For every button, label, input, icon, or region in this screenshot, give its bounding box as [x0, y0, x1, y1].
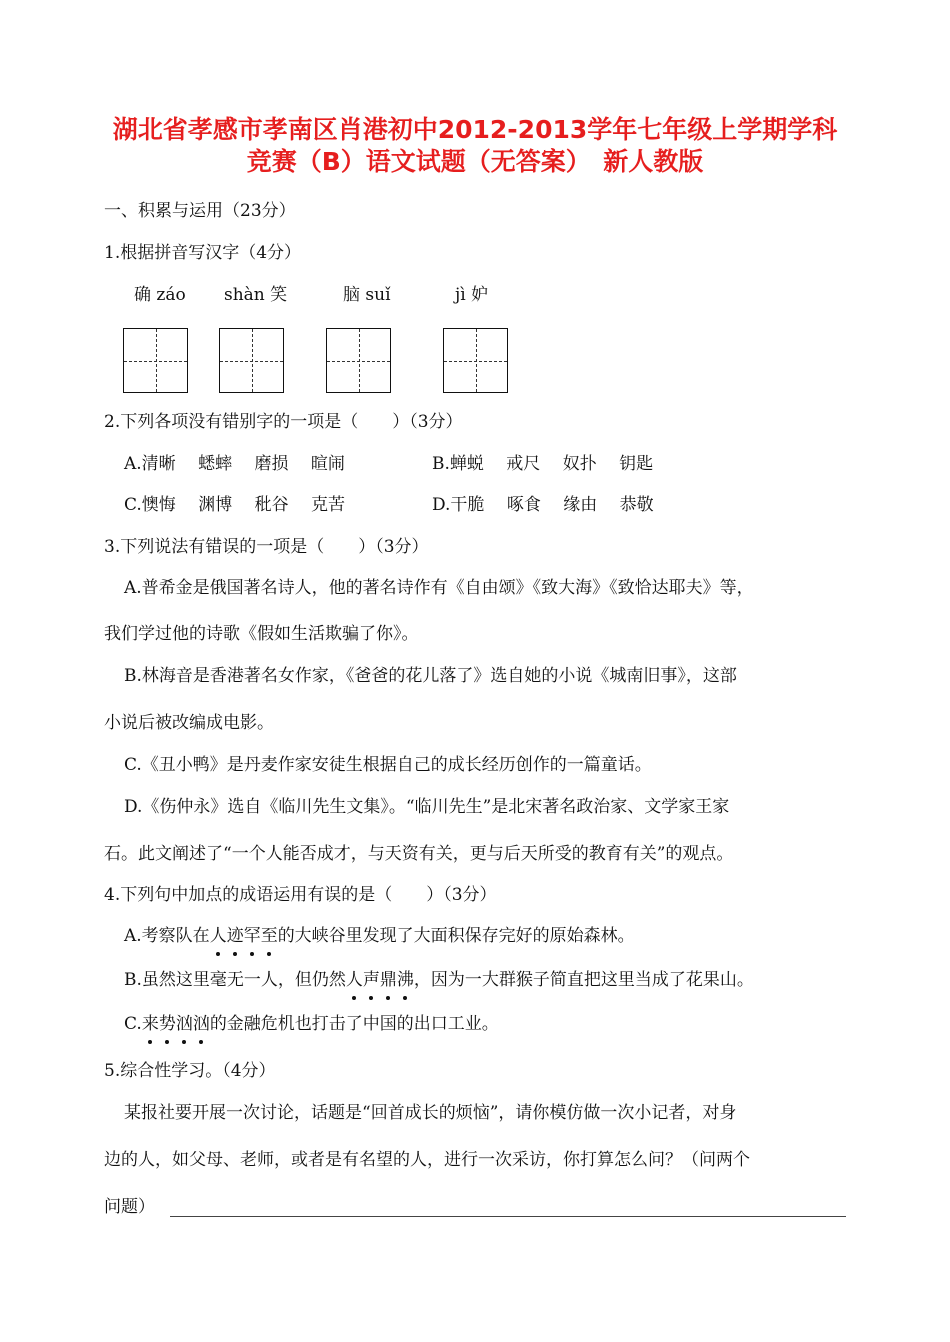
option-c-suffix: 的金融危机也打击了中国的出口工业。 [209, 1014, 499, 1034]
option-a-prefix: A.考察队在 [124, 926, 210, 946]
pinyin-item-3: 脑 suǐ [343, 285, 391, 305]
section-heading: 一、积累与运用（23分） [104, 201, 296, 221]
dotted-char: 鼎 [379, 970, 397, 990]
dotted-char: 汹 [192, 1014, 210, 1034]
writing-grid-box-4 [443, 328, 508, 393]
answer-blank-line [170, 1216, 846, 1217]
dotted-char: 人 [345, 970, 363, 990]
option-b-prefix: B.虽然这里毫无一人，但仍然 [124, 970, 346, 990]
option-b-suffix: ，因为一大群猴子简直把这里当成了花果山。 [413, 970, 754, 990]
writing-grid-box-1 [123, 328, 188, 393]
question-3-stem: 3.下列说法有错误的一项是（ ）（3分） [104, 537, 429, 557]
option-c-prefix: C. [124, 1014, 142, 1034]
pinyin-item-2: shàn 笑 [224, 285, 288, 305]
question-4-option-a [124, 924, 635, 948]
dotted-char: 至 [260, 926, 278, 946]
question-5-paragraph-line-2: 边的人，如父母、老师，或者是有名望的人，进行一次采访，你打算怎么问？（问两个 [104, 1150, 750, 1170]
question-2-stem: 2.下列各项没有错别字的一项是（ ）（3分） [104, 412, 463, 432]
question-3-option-a-line-2: 我们学过他的诗歌《假如生活欺骗了你》。 [104, 624, 419, 644]
question-5-paragraph-line-3: 问题） [104, 1197, 155, 1217]
question-5-paragraph-line-1: 某报社要开展一次讨论，话题是“回首成长的烦恼”，请你模仿做一次小记者，对身 [124, 1103, 737, 1123]
title-line-2: 竞赛（B）语文试题（无答案） 新人教版 [246, 147, 704, 176]
question-3-option-a-line-1: A.普希金是俄国著名诗人，他的著名诗作有《自由颂》《致大海》《致恰达耶夫》等， [124, 578, 754, 598]
dotted-char: 声 [362, 970, 380, 990]
question-4-stem: 4.下列句中加点的成语运用有误的是（ ）（3分） [104, 885, 497, 905]
pinyin-item-1: 确 záo [134, 285, 186, 305]
writing-grid-box-2 [219, 328, 284, 393]
writing-grid-box-3 [326, 328, 391, 393]
question-1-stem: 1.根据拼音写汉字（4分） [104, 243, 302, 263]
question-3-option-d-line-2: 石。此文阐述了“一个人能否成才，与天资有关，更与后天所受的教育有关”的观点。 [104, 844, 734, 864]
dotted-char: 罕 [243, 926, 261, 946]
question-2-option-a: A.清晰 蟋蟀 磨损 暄闹 [124, 454, 345, 474]
question-2-option-c: C.懊悔 渊博 秕谷 克苦 [124, 495, 346, 515]
dotted-char: 人 [209, 926, 227, 946]
question-3-option-b-line-1: B.林海音是香港著名女作家，《爸爸的花儿落了》选自她的小说《城南旧事》，这部 [124, 666, 737, 686]
dotted-char: 来 [141, 1014, 159, 1034]
title-line-1: 湖北省孝感市孝南区肖港初中2012-2013学年七年级上学期学科 [112, 115, 838, 144]
question-4-option-b [124, 968, 754, 992]
question-3-option-c: C.《丑小鸭》是丹麦作家安徒生根据自己的成长经历创作的一篇童话。 [124, 755, 652, 775]
dotted-char: 汹 [175, 1014, 193, 1034]
question-2-option-b: B.蝉蜕 戒尺 奴扑 钥匙 [432, 454, 654, 474]
dotted-char: 势 [158, 1014, 176, 1034]
question-3-option-b-line-2: 小说后被改编成电影。 [104, 713, 274, 733]
option-a-suffix: 的大峡谷里发现了大面积保存完好的原始森林。 [277, 926, 635, 946]
question-5-stem: 5.综合性学习。（4分） [104, 1061, 276, 1081]
question-2-option-d: D.干脆 啄食 缘由 恭敬 [432, 495, 654, 515]
dotted-char: 迹 [226, 926, 244, 946]
question-4-option-c [124, 1012, 499, 1036]
question-3-option-d-line-1: D.《伤仲永》选自《临川先生文集》。“临川先生”是北宋著名政治家、文学家王家 [124, 797, 730, 817]
dotted-char: 沸 [396, 970, 414, 990]
pinyin-item-4: jì 妒 [455, 285, 489, 305]
